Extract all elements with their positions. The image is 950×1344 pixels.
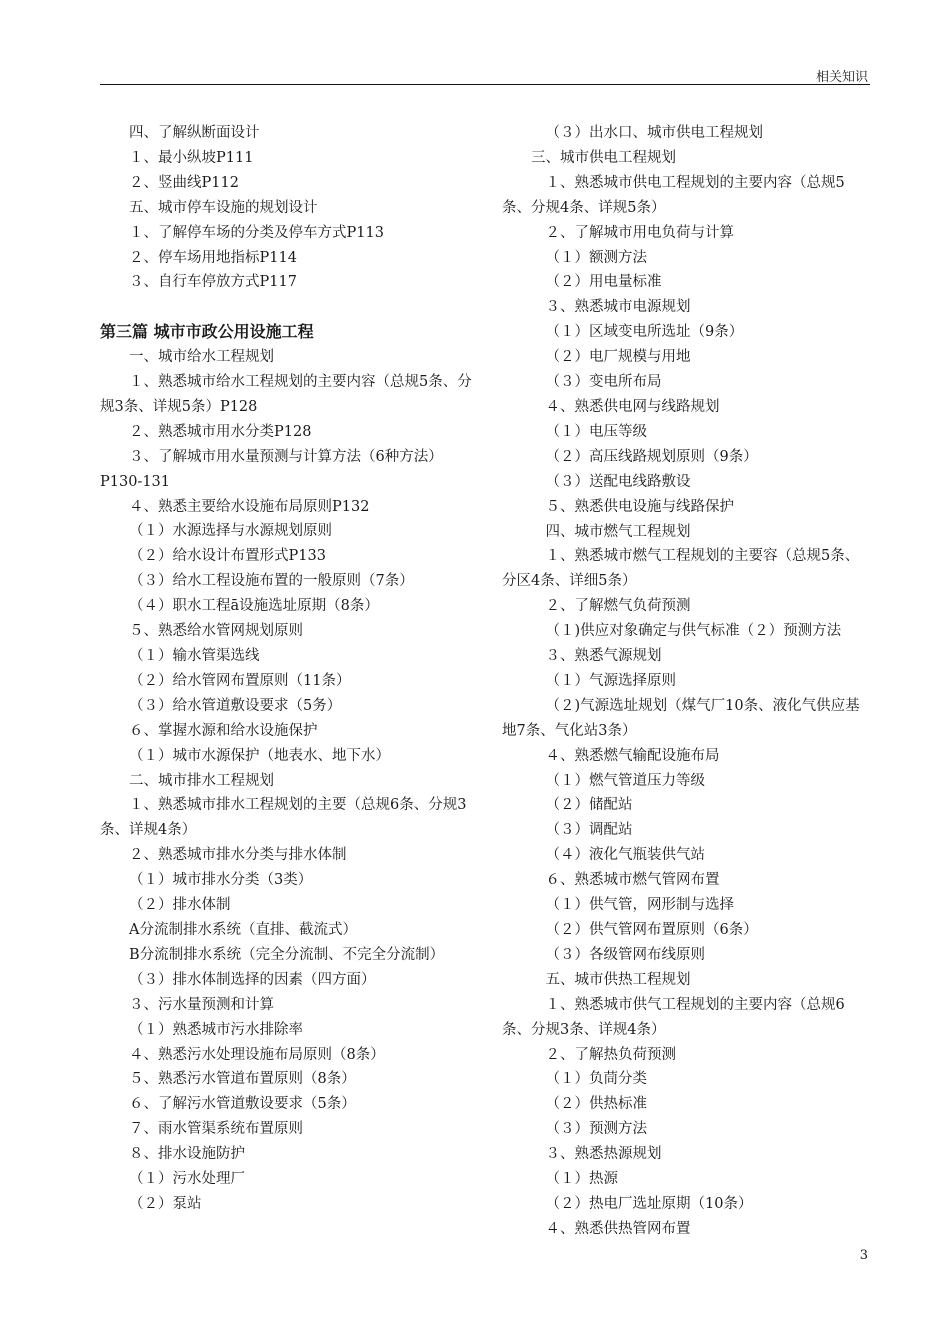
outline-line: （２）用电量标准 (545, 274, 662, 291)
outline-line: ３、污水量预测和计算 (129, 996, 274, 1013)
header-title: 相关知识 (815, 70, 868, 85)
outline-line: ４、熟悉主要给水设施布局原则P132 (129, 498, 370, 515)
outline-line: （１）水源选择与水源规划原则 (129, 523, 332, 540)
outline-line: ５、熟悉污水管道布置原则（8条） (129, 1071, 356, 1088)
outline-line: ４、熟悉供电网与线路规划 (545, 398, 720, 415)
outline-line: （１)供应对象确定与供气标准（２）预测方法 (545, 623, 842, 640)
outline-line: ２、竖曲线P112 (129, 174, 239, 191)
outline-line: （２）电厂规模与用地 (545, 349, 691, 366)
outline-line: （４）职水工程ā设施选址原期（8条） (129, 598, 379, 615)
outline-line: （３）调配站 (545, 822, 633, 839)
outline-line: （２）供热标准 (545, 1096, 647, 1113)
outline-line: （２）给水设计布置形式P133 (129, 548, 326, 565)
outline-line: 五、城市供热工程规划 (545, 971, 691, 988)
outline-line: （３）送配电线路敷设 (545, 473, 691, 490)
outline-line: 一、城市给水工程规划 (129, 349, 274, 366)
outline-line: ４、熟悉供热管网布置 (545, 1220, 691, 1237)
outline-line: 二、城市排水工程规划 (129, 772, 274, 789)
outline-line: 五、城市停车设施的规划设计 (129, 199, 318, 216)
outline-line: （３）排水体制选择的因素（四方面） (129, 971, 376, 988)
outline-line: ３、自行车停放方式P117 (129, 274, 297, 291)
outline-line: ６、熟悉城市燃气管网布置 (545, 872, 720, 889)
outline-line: （１）燃气管道压力等级 (545, 772, 705, 789)
outline-line: （１）熟悉城市污水排除率 (129, 1021, 303, 1038)
outline-line: （１）额测方法 (545, 249, 647, 266)
outline-line: ３、熟悉气源规划 (545, 648, 662, 665)
outline-line: ５、熟悉给水管网规划原则 (129, 623, 303, 640)
outline-line: （３）出水口、城市供电工程规划 (545, 125, 763, 141)
outline-line: （２）储配站 (545, 797, 633, 814)
outline-line: （１）电压等级 (545, 423, 647, 440)
outline-line: １、了解停车场的分类及停车方式P113 (129, 224, 384, 241)
outline-line: 三、城市供电工程规划 (531, 149, 676, 166)
outline-line: ７、雨水管渠系统布置原则 (129, 1121, 303, 1138)
outline-line: １、熟悉城市燃气工程规划的主要容（总规5条、分区4条、详细5条） (502, 548, 860, 590)
header-divider (100, 84, 870, 85)
outline-line: （２)气源选址规划（煤气厂10条、液化气供应基地7条、气化站3条） (502, 697, 860, 739)
outline-line: （３）预测方法 (545, 1121, 647, 1138)
outline-line: １、熟悉城市给水工程规划的主要内容（总规5条、分规3条、详规5条）P128 (100, 374, 472, 415)
outline-line: （２）给水管网布置原则（11条） (129, 672, 351, 689)
outline-line: （１）区域变电所选址（9条） (545, 324, 744, 341)
outline-line: ３、熟悉城市电源规划 (545, 299, 691, 316)
outline-line: １、最小纵坡P111 (129, 149, 254, 166)
outline-line: ２、熟悉城市用水分类P128 (129, 423, 312, 440)
outline-line: ５、熟悉供电设施与线路保护 (545, 498, 734, 515)
right-column (502, 121, 872, 1242)
outline-line: ２、熟悉城市排水分类与排水体制 (129, 847, 347, 864)
outline-line: １、熟悉城市排水工程规划的主要（总规6条、分规3条、详规4条） (100, 797, 467, 839)
outline-line: １、熟悉城市供气工程规划的主要内容（总规6条、分规3条、详规4条） (502, 996, 845, 1038)
outline-line: B分流制排水系统（完全分流制、不完全分流制） (129, 946, 445, 963)
outline-line: （１）污水处理厂 (129, 1171, 245, 1188)
outline-line: （１）城市排水分类（3类） (129, 872, 313, 889)
outline-line: （１）负茼分类 (545, 1071, 647, 1088)
outline-line: （２）高压线路规划原则（9条） (545, 448, 758, 465)
outline-line: ６、掌握水源和给水设施保护 (129, 722, 318, 739)
outline-line: （４）液化气瓶装供气站 (545, 847, 705, 864)
outline-line: ８、排水设施防护 (129, 1146, 245, 1163)
section-heading: 第三篇 城市市政公用设施工程 (100, 322, 314, 342)
outline-line: （１）供气管，网形制与选择 (545, 897, 734, 914)
outline-line: （１）城市水源保护（地表水、地下水） (129, 747, 390, 764)
outline-line: （２）热电厂选址原期（10条） (545, 1195, 753, 1212)
page-number: 3 (859, 1248, 868, 1263)
outline-line: ４、熟悉燃气输配设施布局 (545, 747, 720, 764)
outline-line: ４、熟悉污水处理设施布局原则（8条） (129, 1046, 385, 1063)
outline-line: ２、了解燃气负荷预测 (545, 598, 691, 615)
outline-line: ２、了解热负荷预测 (545, 1046, 676, 1063)
outline-line: ３、了解城市用水量预测与计算方法（6种方法）P130-131 (100, 448, 443, 490)
outline-line: （１）输水管渠选线 (129, 648, 260, 665)
outline-line: （１）热源 (545, 1171, 618, 1188)
outline-line: ３、熟悉热源规划 (545, 1146, 662, 1163)
outline-line: （３）变电所布局 (545, 374, 662, 391)
blank-line (100, 295, 480, 320)
outline-line: A分流制排水系统（直排、截流式） (129, 921, 357, 938)
outline-line: ６、了解污水管道敷设要求（5条） (129, 1096, 356, 1113)
outline-line: （２）供气管网布置原则（6条） (545, 922, 758, 938)
outline-line: （２）排水体制 (129, 897, 231, 914)
outline-line: （３）给水工程设施布置的一般原则（7条） (129, 573, 414, 590)
outline-line: （２）泵站 (129, 1195, 202, 1212)
outline-line: １、熟悉城市供电工程规划的主要内容（总规5条、分规4条、详规5条） (502, 174, 845, 216)
outline-line: 四、城市燃气工程规划 (545, 523, 691, 540)
outline-line: （３）给水管道敷设要求（5务） (129, 697, 342, 714)
outline-line: ２、了解城市用电负荷与计算 (545, 224, 734, 241)
outline-line: （３）各级管网布线原则 (545, 946, 705, 963)
outline-line: （１）气源选择原则 (545, 672, 676, 689)
outline-line: ２、停车场用地指标P114 (129, 249, 297, 266)
outline-line: 四、了解纵断面设计 (129, 125, 260, 141)
left-column (100, 121, 480, 1217)
